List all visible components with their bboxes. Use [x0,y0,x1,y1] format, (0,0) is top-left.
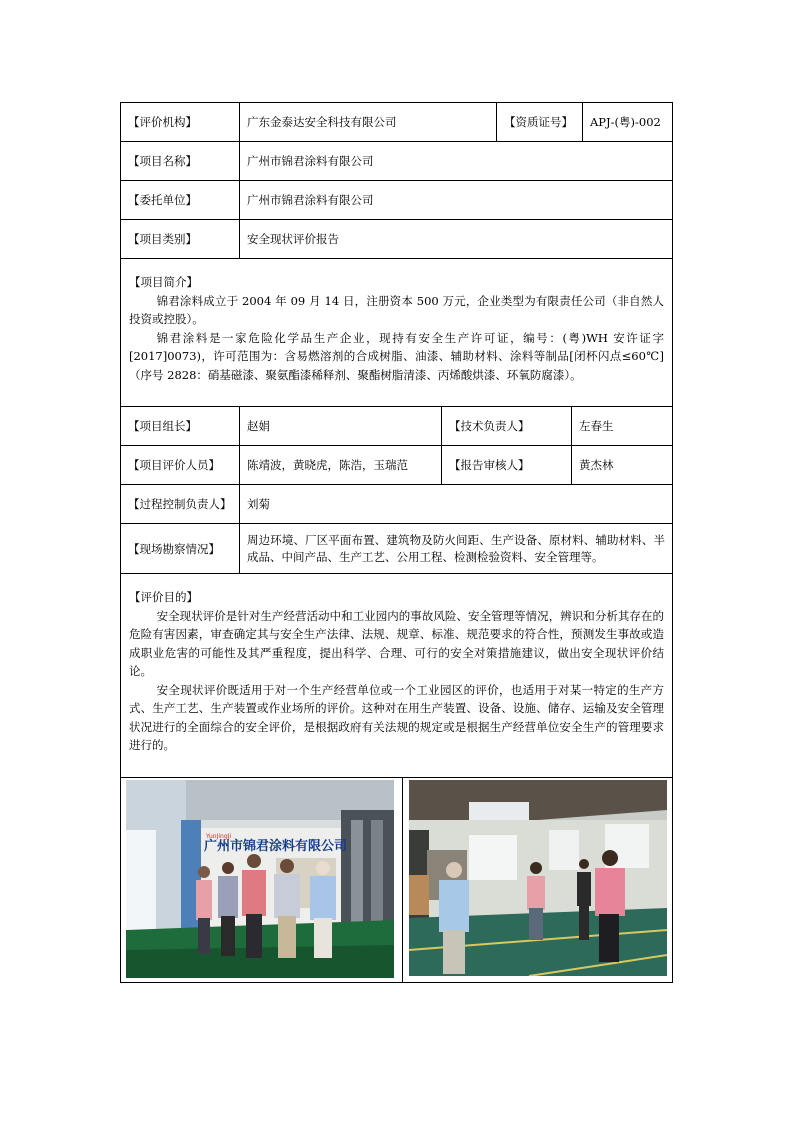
row-leader [120,406,673,445]
value-tech-lead: 左春生 [571,407,672,445]
label-leader: 【项目组长】 [128,419,197,433]
purpose-paragraph-1: 安全现状评价是针对生产经营活动中和工业园内的事故风险、安全管理等情况，辨识和分析其存在的危险有害因素，审查确定其与安全生产法律、法规、规章、标准、规范要求的符合性，预测发生事故或造成职业危害的可能性及其严重程度，提出科学、合理、可行的安全对策措施建议，做出安全现状评价结论。 [129,608,664,678]
label-purpose: 【评价目的】 [129,590,198,604]
purpose-block [121,574,672,777]
label-client: 【委托单位】 [128,193,197,207]
row-process-control [120,484,673,523]
row-intro [120,258,673,406]
lobby-sign-logo: YunJingJi [206,833,232,840]
row-photos [120,777,673,983]
photo-lobby-group [126,780,394,978]
row-client [120,180,673,219]
row-category [120,219,673,258]
value-client: 广州市锦君涂料有限公司 [239,181,672,219]
row-project-name [120,141,673,180]
label-site-survey: 【现场勘察情况】 [128,541,220,556]
label-process-control: 【过程控制负责人】 [128,497,232,511]
value-leader: 赵娟 [239,407,441,445]
row-org [120,102,673,141]
label-project-name: 【项目名称】 [128,154,197,168]
label-reviewer: 【报告审核人】 [441,446,571,484]
lobby-sign-text: 广州市锦君涂料有限公司 [204,839,348,854]
row-evaluators [120,445,673,484]
row-purpose [120,573,673,777]
evaluation-form [120,102,673,983]
purpose-paragraph-2: 安全现状评价既适用于对一个生产经营单位或一个工业园区的评价，也适用于对某一特定的生产方式、生产工艺、生产装置或作业场所的评价。这种对在用生产装置、设备、设施、储存、运输及安全管理状况进行的全面综合的安全评价，是根据政府有关法规的规定或是根据生产经营单位安全生产的管理要求进行的。 [129,682,664,752]
value-org: 广东金泰达安全科技有限公司 [239,103,496,141]
intro-paragraph-2: 锦君涂料是一家危险化学品生产企业，现持有安全生产许可证，编号：(粤)WH 安许证字[2017]0073)，许可范围为：含易燃溶剂的合成树脂、油漆、辅助材料、涂料等制品[闭杯闪点≤60℃]（序号 2828：硝基磁漆、聚氨酯漆稀释剂、聚酯树脂清漆、丙烯酸烘漆、环氧防腐漆）。 [129,330,664,382]
intro-paragraph-1: 锦君涂料成立于 2004 年 09 月 14 日，注册资本 500 万元，企业类型为有限责任公司（非自然人投资或控股）。 [129,293,664,326]
value-reviewer: 黄杰林 [571,446,672,484]
label-evaluators: 【项目评价人员】 [128,458,220,472]
label-qualification: 【资质证号】 [496,103,582,141]
label-tech-lead: 【技术负责人】 [441,407,571,445]
label-intro: 【项目简介】 [129,275,198,289]
label-category: 【项目类别】 [128,232,197,246]
value-category: 安全现状评价报告 [239,220,672,258]
value-project-name: 广州市锦君涂料有限公司 [239,142,672,180]
photo-workshop [409,780,667,976]
value-process-control: 刘菊 [239,485,672,523]
value-site-survey: 周边环境、厂区平面布置、建筑物及防火间距、生产设备、原材料、辅助材料、半成品、中间产品、生产工艺、公用工程、检测检验资料、安全管理等。 [239,524,672,573]
row-site-survey [120,523,673,573]
intro-block [121,259,672,406]
value-qualification: APJ-(粤)-002 [582,103,672,141]
value-evaluators: 陈靖波，黄晓虎，陈浩，玉瑞范 [239,446,441,484]
label-org: 【评价机构】 [128,115,197,129]
